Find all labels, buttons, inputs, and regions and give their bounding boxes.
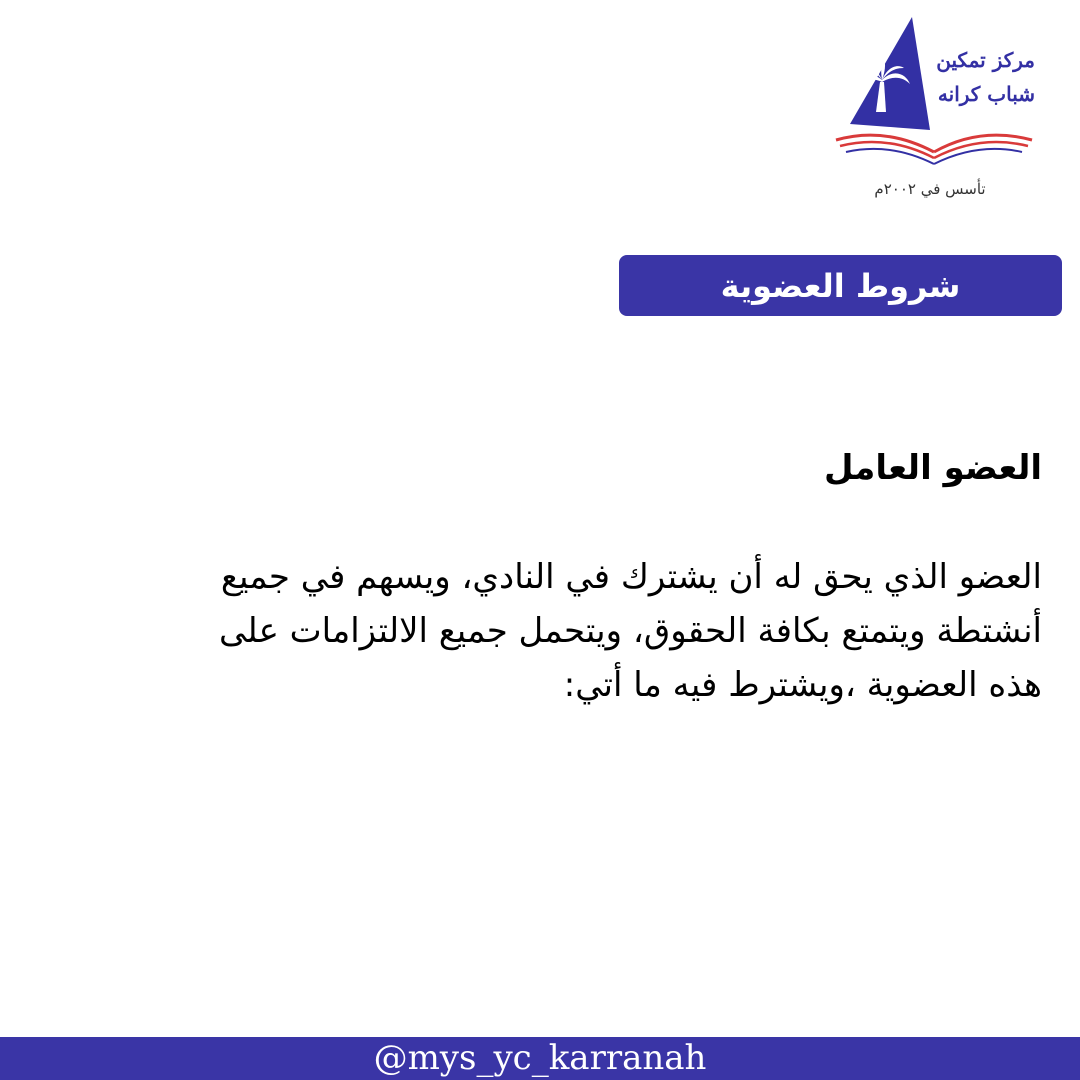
logo-founded-text: تأسس في ٢٠٠٢م: [874, 180, 986, 198]
sail-book-logo-icon: [830, 12, 1045, 202]
center-logo: [830, 12, 1045, 202]
logo-name-line2: شباب كرانه: [937, 82, 1035, 106]
footer-bar: [0, 1037, 1080, 1080]
social-handle: @mys_yc_karranah: [373, 1038, 707, 1078]
body-line: هذه العضوية ،ويشترط فيه ما أتي:: [563, 665, 1042, 705]
section-subheading: العضو العامل: [823, 448, 1042, 488]
logo-name-line1: مركز تمكين: [936, 48, 1035, 72]
title-banner: [619, 255, 1062, 316]
body-paragraph: [42, 550, 1042, 712]
sail-shape: [850, 17, 930, 130]
page-title: شروط العضوية: [720, 266, 961, 305]
body-line: العضو الذي يحق له أن يشترك في النادي، ويسهم في جميع: [220, 557, 1042, 597]
body-line: أنشتطة ويتمتع بكافة الحقوق، ويتحمل جميع الالتزامات على: [218, 611, 1042, 651]
